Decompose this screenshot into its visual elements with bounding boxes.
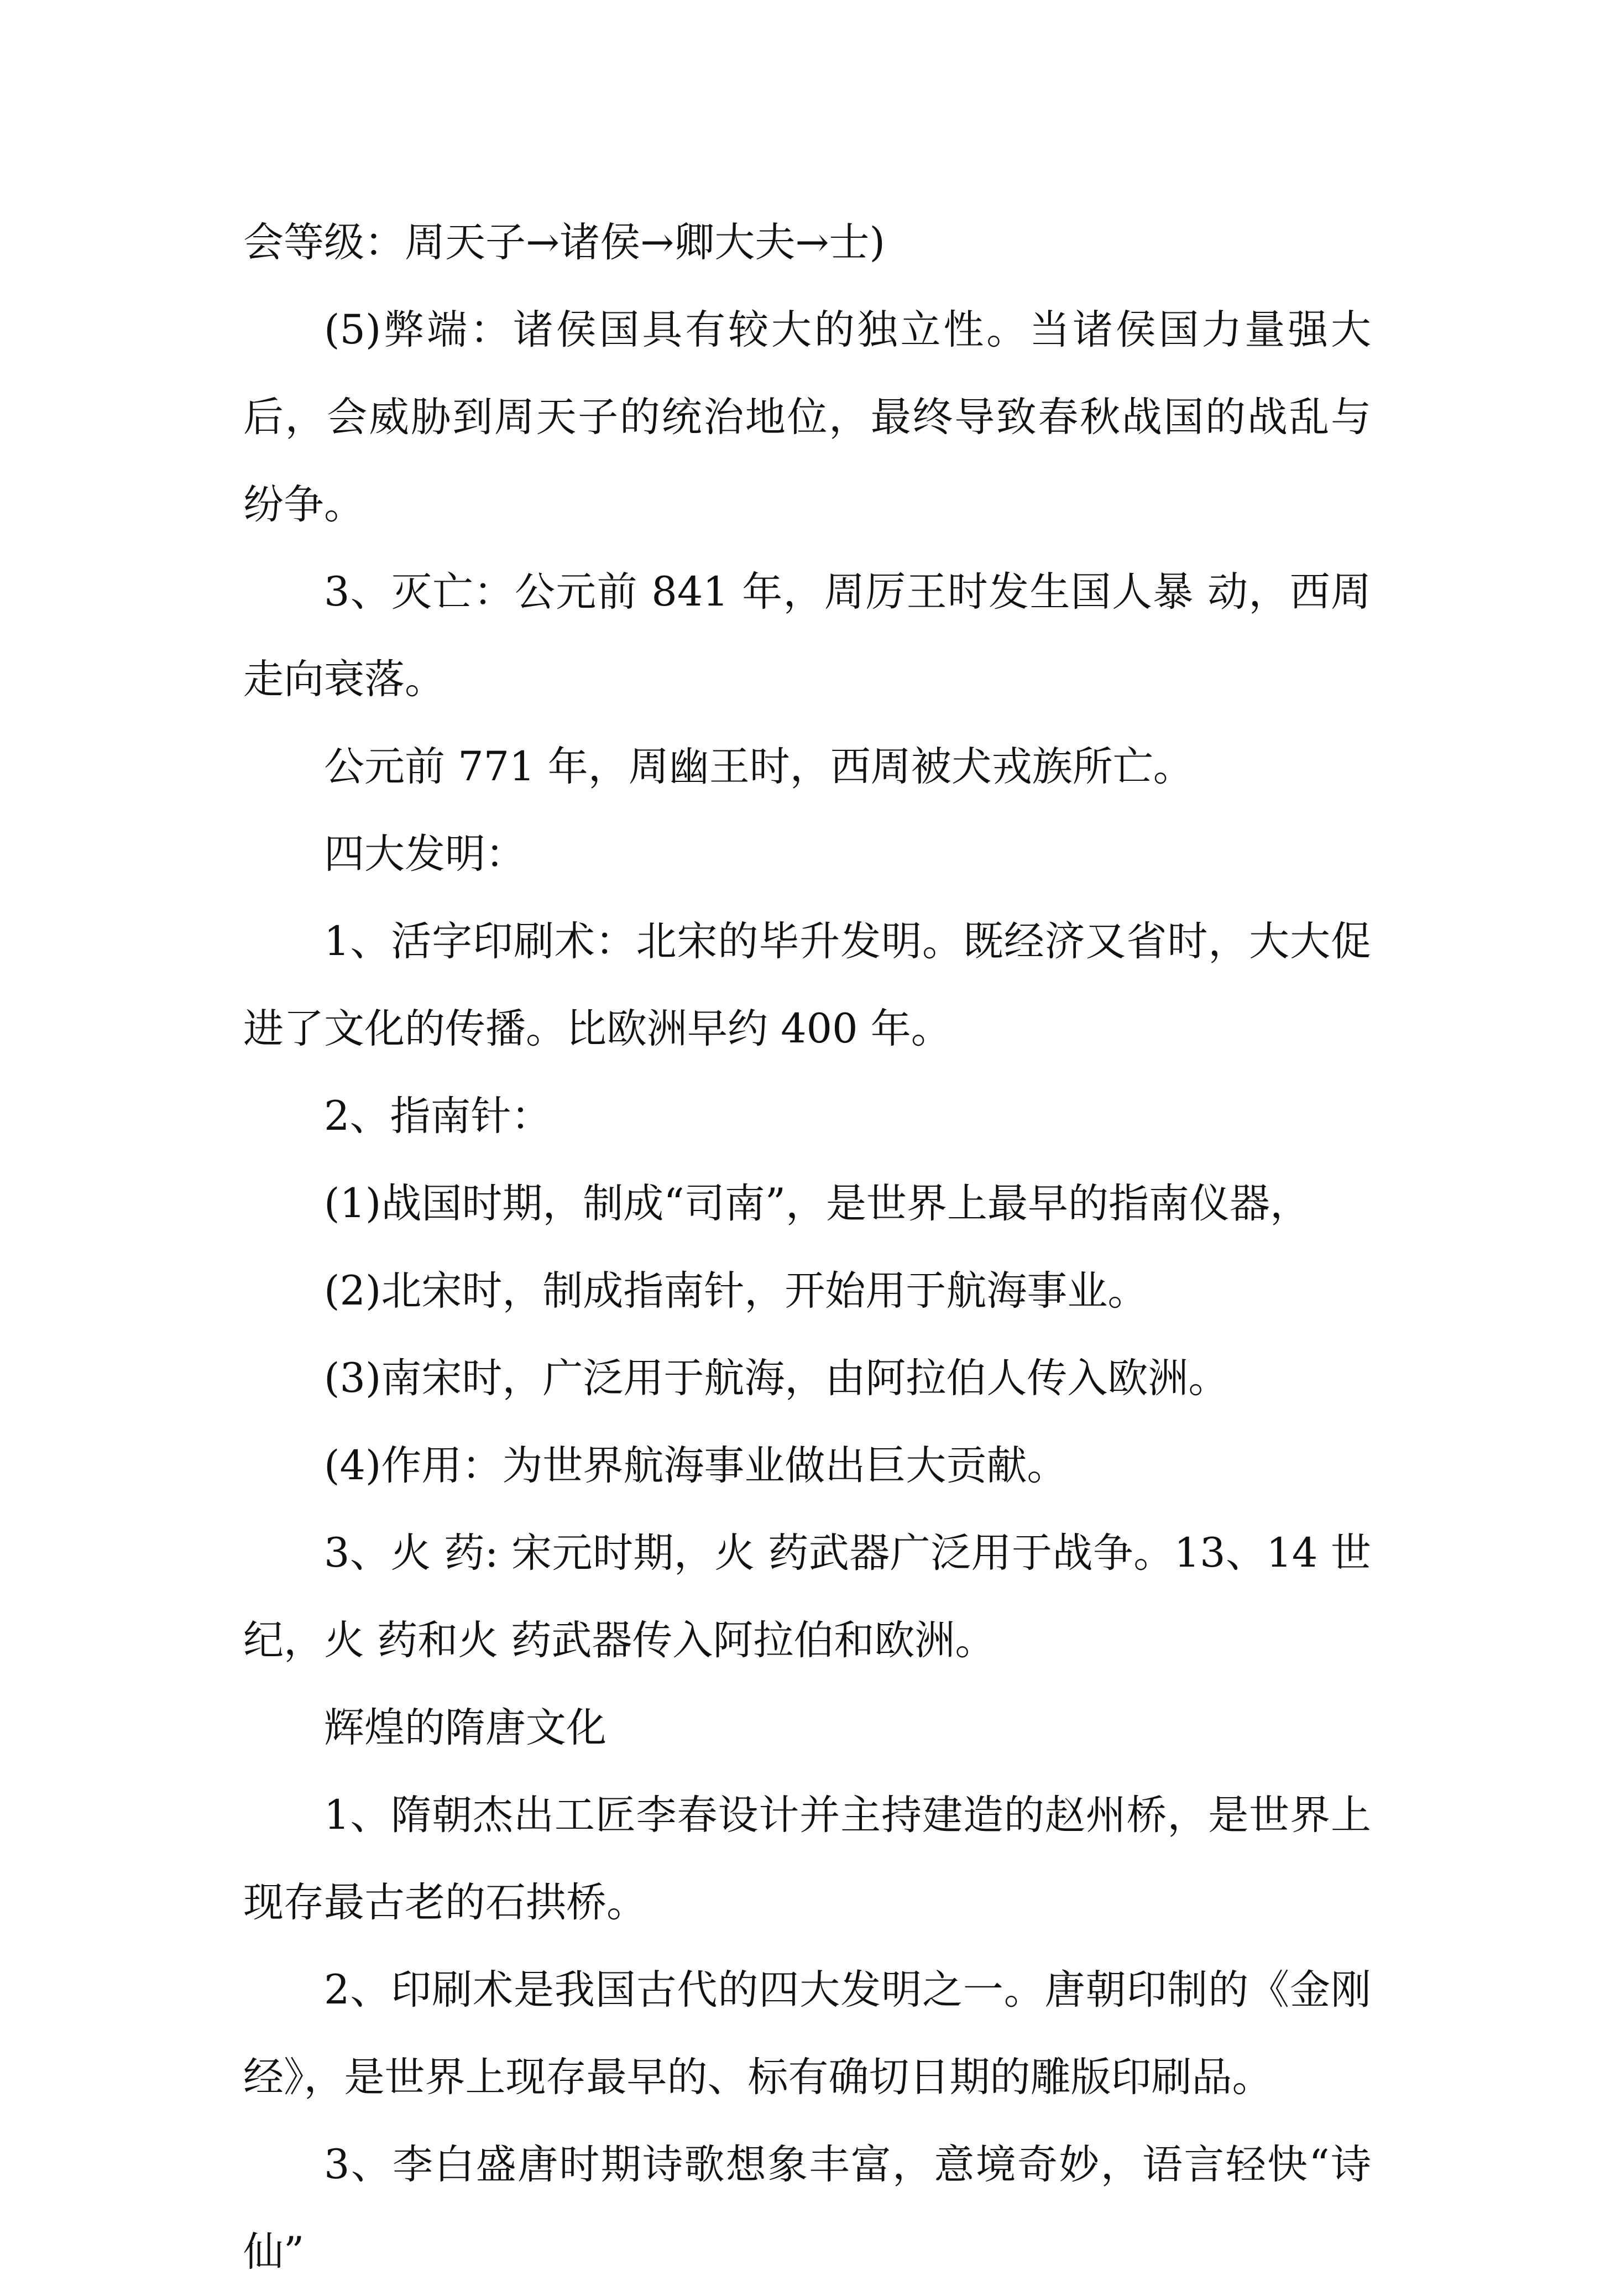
paragraph-movable-type: 1、活字印刷术：北宋的毕升发明。既经济又省时，大大促进了文化的传播。比欧洲早约 400 年。 — [243, 918, 1371, 1052]
heading-compass: 2、指南针： — [324, 1093, 552, 1140]
paragraph-zhaozhou-bridge: 1、隋朝杰出工匠李春设计并主持建造的赵州桥，是世界上现存最古老的石拱桥。 — [243, 1792, 1371, 1926]
paragraph-decline: 3、灭亡：公元前 841 年，周厉王时发生国人暴 动，西周走向衰落。 — [243, 568, 1371, 703]
paragraph-compass-1: (1)战国时期，制成“司南”，是世界上最早的指南仪器， — [324, 1180, 1311, 1227]
paragraph-social-hierarchy: 会等级：周天子→诸侯→卿大夫→士) — [243, 219, 885, 266]
paragraph-drawbacks: (5)弊端：诸侯国具有较大的独立性。当诸侯国力量强大后，会威胁到周天子的统治地位，最终导致春秋战国的战乱与纷争。 — [243, 306, 1371, 528]
heading-four-inventions: 四大发明： — [324, 831, 526, 878]
paragraph-compass-2: (2)北宋时，制成指南针，开始用于航海事业。 — [324, 1267, 1148, 1314]
paragraph-diamond-sutra: 2、印刷术是我国古代的四大发明之一。唐朝印制的《金刚经》，是世界上现存最早的、标有确切日期的雕版印刷品。 — [243, 1966, 1371, 2101]
paragraph-li-bai: 3、李白盛唐时期诗歌想象丰富，意境奇妙，语言轻快“诗仙” — [243, 2141, 1371, 2276]
document-body — [243, 199, 1371, 2296]
paragraph-compass-4: (4)作用：为世界航海事业做出巨大贡献。 — [324, 1442, 1068, 1489]
paragraph-fall: 公元前 771 年，周幽王时，西周被犬戎族所亡。 — [324, 743, 1194, 790]
paragraph-compass-3: (3)南宋时，广泛用于航海，由阿拉伯人传入欧洲。 — [324, 1355, 1229, 1402]
paragraph-gunpowder: 3、火 药: 宋元时期，火 药武器广泛用于战争。13、14 世纪，火 药和火 药武器传入阿拉伯和欧洲。 — [243, 1530, 1371, 1664]
heading-sui-tang-culture: 辉煌的隋唐文化 — [324, 1704, 606, 1751]
